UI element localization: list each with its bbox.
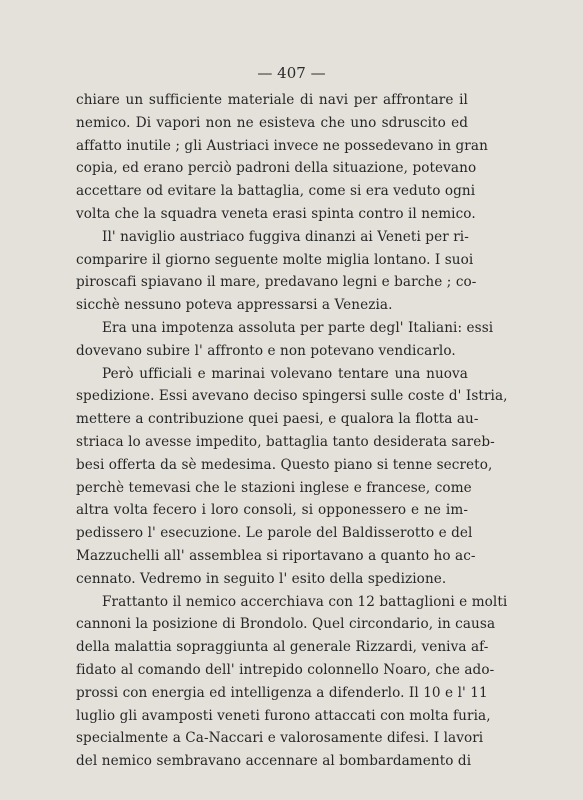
text-line: affatto inutile ; gli Austriaci invece ne possedevano in gran bbox=[76, 137, 488, 154]
text-line: cennato. Vedremo in seguito l' esito della spedizione. bbox=[76, 570, 447, 587]
text-line: piroscafi spiavano il mare, predavano legni e barche ; co- bbox=[76, 274, 477, 291]
text-line: Era una impotenza assoluta per parte degl' Italiani: essi bbox=[102, 319, 494, 336]
text-line: dovevano subire l' affronto e non potevano vendicarlo. bbox=[76, 342, 456, 359]
page-number: — 407 — bbox=[257, 64, 326, 82]
text-line: della malattia sopraggiunta al generale Rizzardi, veniva af- bbox=[76, 639, 489, 656]
text-line: perchè temevasi che le stazioni inglese e francese, come bbox=[76, 479, 472, 496]
text-line: Il' naviglio austriaco fuggiva dinanzi ai Veneti per ri- bbox=[102, 228, 469, 245]
text-line: mettere a contribuzione quei paesi, e qualora la flotta au- bbox=[76, 411, 479, 428]
text-line: altra volta fecero i loro consoli, si opponessero e ne im- bbox=[76, 502, 468, 519]
text-line: nemico. Di vapori non ne esisteva che uno sdruscito ed bbox=[76, 114, 468, 131]
text-line: Però ufficiali e marinai volevano tentare una nuova bbox=[102, 365, 468, 382]
text-line: spedizione. Essi avevano deciso spingersi sulle coste d' Istria, bbox=[76, 388, 508, 405]
text-line: Frattanto il nemico accerchiava con 12 battaglioni e molti bbox=[102, 593, 508, 610]
text-line: striaca lo avesse impedito, battaglia tanto desiderata sareb- bbox=[76, 433, 495, 450]
text-line: pedissero l' esecuzione. Le parole del Baldisserotto e del bbox=[76, 525, 473, 542]
text-line: accettare od evitare la battaglia, come si era veduto ogni bbox=[76, 183, 476, 200]
text-line: specialmente a Ca-Naccari e valorosamente difesi. I lavori bbox=[76, 730, 484, 747]
text-line: comparire il giorno seguente molte miglia lontano. I suoi bbox=[76, 251, 474, 268]
text-line: copia, ed erano perciò padroni della situazione, potevano bbox=[76, 160, 477, 177]
text-line: besi offerta da sè medesima. Questo piano si tenne secreto, bbox=[76, 456, 493, 473]
text-line: chiare un sufficiente materiale di navi per affrontare il bbox=[76, 92, 468, 108]
text-line: cannoni la posizione di Brondolo. Quel circondario, in causa bbox=[76, 616, 496, 633]
text-line: luglio gli avamposti veneti furono attaccati con molta furia, bbox=[76, 707, 491, 724]
text-line: fidato al comando dell' intrepido colonnello Noaro, che ado- bbox=[76, 661, 495, 678]
text-line: volta che la squadra veneta erasi spinta contro il nemico. bbox=[76, 205, 476, 222]
text-line: del nemico sembravano accennare al bombardamento di bbox=[76, 753, 472, 770]
text-line: prossi con energia ed intelligenza a difenderlo. Il 10 e l' 11 bbox=[76, 684, 488, 701]
text-line: Mazzuchelli all' assemblea si riportavano a quanto ho ac- bbox=[76, 547, 476, 564]
body-text bbox=[76, 89, 508, 773]
text-line: sicchè nessuno poteva appressarsi a Venezia. bbox=[76, 297, 393, 314]
